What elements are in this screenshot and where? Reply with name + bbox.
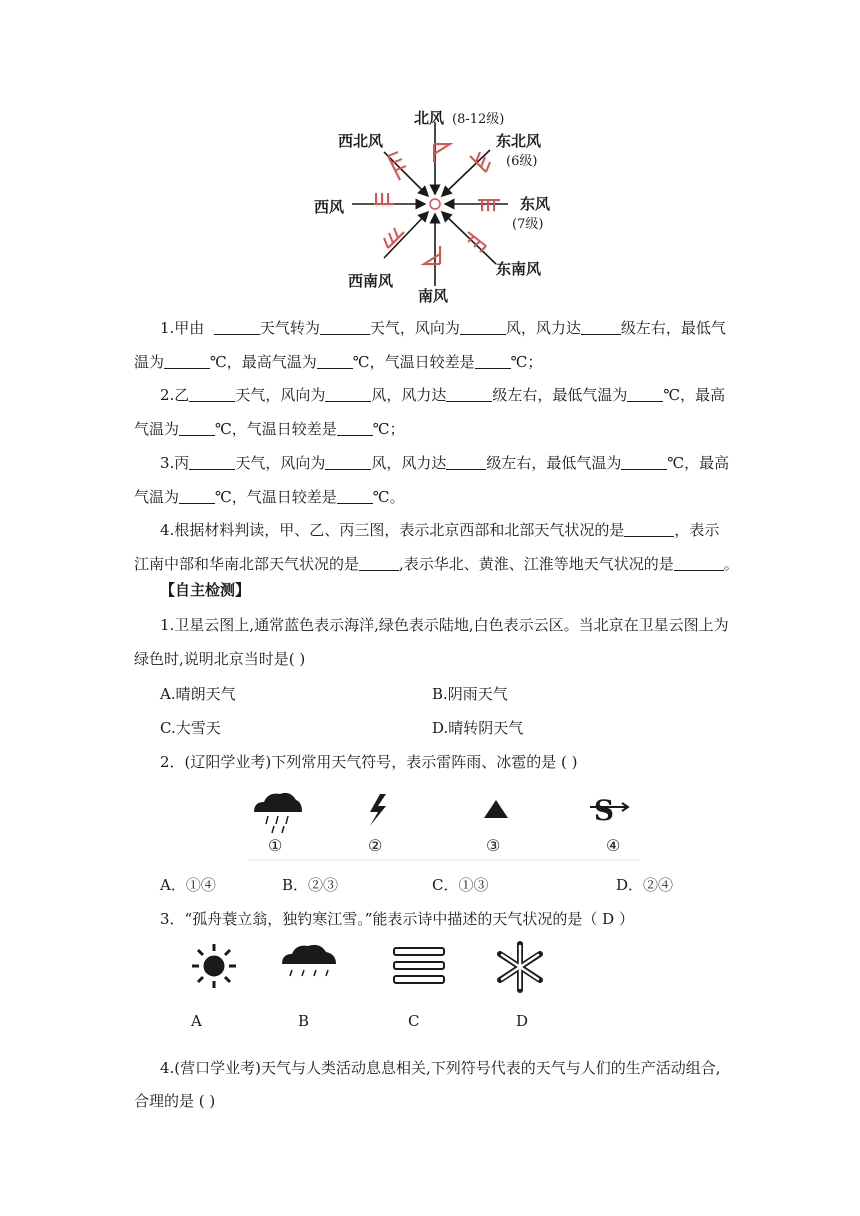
blank[interactable]	[624, 522, 674, 537]
test-4-stem-line-2: 合理的是 ( )	[134, 1092, 216, 1110]
test-3-stem: 3．“孤舟蓑立翁，独钓寒江雪。”能表示诗中描述的天气状况的是（ D ）	[160, 910, 634, 928]
test-1-stem-line-2: 绿色时,说明北京当时是( )	[134, 650, 306, 668]
rain-cloud-icon	[282, 945, 336, 976]
q2-symbol-label-4: ④	[606, 836, 621, 855]
exercise-3-line-2: 气温为 ℃，气温日较差是 ℃。	[134, 488, 405, 506]
label-northeast-level: (6级)	[506, 154, 538, 169]
blank[interactable]	[164, 354, 210, 369]
south-barb	[424, 246, 440, 264]
q3-symbol-label-c: C	[408, 1012, 420, 1030]
label-east: 东风	[520, 195, 551, 213]
blank[interactable]	[337, 489, 373, 504]
test-4-stem-line-1: 4.(营口学业考)天气与人类活动息息相关,下列符号代表的天气与人们的生产活动组合,	[160, 1059, 721, 1077]
test-2-option-c[interactable]: C．①③	[432, 876, 489, 894]
station-circle	[430, 199, 440, 209]
test-1-option-b[interactable]: B.阴雨天气	[432, 685, 508, 703]
northeast-barb	[470, 152, 490, 172]
blank[interactable]	[460, 320, 506, 335]
hail-triangle-icon	[484, 800, 508, 818]
exercise-2-line-2: 气温为 ℃，气温日较差是 ℃；	[134, 420, 405, 438]
blank[interactable]	[359, 556, 399, 571]
test-2-option-b[interactable]: B．②③	[282, 876, 339, 894]
q2-symbol-label-2: ②	[368, 836, 383, 855]
east-barb	[478, 200, 500, 211]
label-north: 北风	[414, 109, 445, 127]
southeast-barb	[468, 232, 486, 252]
test-1-option-d[interactable]: D.晴转阴天气	[432, 719, 524, 737]
blank[interactable]	[179, 421, 215, 436]
blank[interactable]	[337, 421, 373, 436]
west-barb	[374, 193, 394, 204]
southeast-arrow	[442, 212, 496, 264]
blank[interactable]	[325, 455, 371, 470]
northeast-arrow	[442, 150, 490, 196]
label-north-level: (8-12级)	[452, 112, 505, 127]
weather-symbols-q3	[180, 938, 560, 998]
blank[interactable]	[446, 387, 492, 402]
sunny-icon	[192, 944, 236, 988]
northwest-arrow	[384, 152, 428, 196]
blank[interactable]	[179, 489, 215, 504]
q2-symbol-label-1: ①	[268, 836, 283, 855]
exercise-1-line-2: 温为 ℃，最高气温为 ℃，气温日较差是 ℃；	[134, 353, 543, 371]
blank[interactable]	[621, 455, 667, 470]
label-southwest: 西南风	[348, 272, 394, 290]
blank[interactable]	[189, 455, 235, 470]
blank[interactable]	[674, 556, 724, 571]
blank[interactable]	[627, 387, 663, 402]
q3-symbol-label-b: B	[298, 1012, 310, 1030]
label-west: 西风	[314, 198, 345, 216]
fog-icon	[394, 948, 444, 983]
blank[interactable]	[446, 455, 486, 470]
label-northwest: 西北风	[338, 132, 384, 150]
label-northeast: 东北风	[496, 132, 542, 150]
svg-text:S: S	[593, 794, 615, 827]
blank[interactable]	[189, 387, 235, 402]
exercise-3-line-1: 3.丙 天气，风向为 风，风力达 级左右，最低气温为 ℃，最高	[160, 454, 730, 472]
blank[interactable]	[475, 354, 511, 369]
exercise-4-line-2: 江南中部和华南北部天气状况的是 ,表示华北、黄淮、江淮等地天气状况的是 。	[134, 555, 739, 573]
exercise-2-line-1: 2.乙 天气，风向为 风，风力达 级左右，最低气温为 ℃，最高	[160, 386, 726, 404]
q2-symbol-label-3: ③	[486, 836, 501, 855]
exercise-4-line-1: 4.根据材料判读，甲、乙、丙三图，表示北京西部和北部天气状况的是 ，表示	[160, 521, 720, 539]
sandstorm-icon	[590, 794, 628, 827]
label-east-level: (7级)	[512, 217, 544, 232]
test-1-option-c[interactable]: C.大雪天	[160, 719, 221, 737]
lightning-icon	[370, 794, 386, 826]
q3-symbol-label-d: D	[516, 1012, 529, 1030]
blank[interactable]	[581, 320, 621, 335]
test-1-option-a[interactable]: A.晴朗天气	[160, 685, 236, 703]
blank[interactable]	[325, 387, 371, 402]
blank[interactable]	[320, 320, 370, 335]
thunder-hail-cloud-icon	[254, 793, 302, 833]
test-2-option-d[interactable]: D．②④	[616, 876, 674, 894]
exercise-1-line-1: 1.甲由 天气转为 天气，风向为 风，风力达 级左右，最低气	[160, 319, 726, 337]
blank[interactable]	[317, 354, 353, 369]
weather-symbols-q2	[248, 786, 640, 862]
q3-symbol-label-a: A	[191, 1012, 202, 1030]
test-2-stem: 2．(辽阳学业考)下列常用天气符号，表示雷阵雨、冰雹的是 ( )	[160, 753, 578, 771]
blank[interactable]	[214, 320, 260, 335]
label-southeast: 东南风	[496, 260, 542, 278]
label-south: 南风	[418, 287, 449, 305]
test-2-option-a[interactable]: A．①④	[160, 876, 216, 894]
section-title: 【自主检测】	[160, 581, 251, 599]
southwest-barb	[384, 228, 404, 248]
test-1-stem-line-1: 1.卫星云图上,通常蓝色表示海洋,绿色表示陆地,白色表示云区。当北京在卫星云图上为	[160, 616, 729, 634]
north-barb	[434, 144, 450, 162]
